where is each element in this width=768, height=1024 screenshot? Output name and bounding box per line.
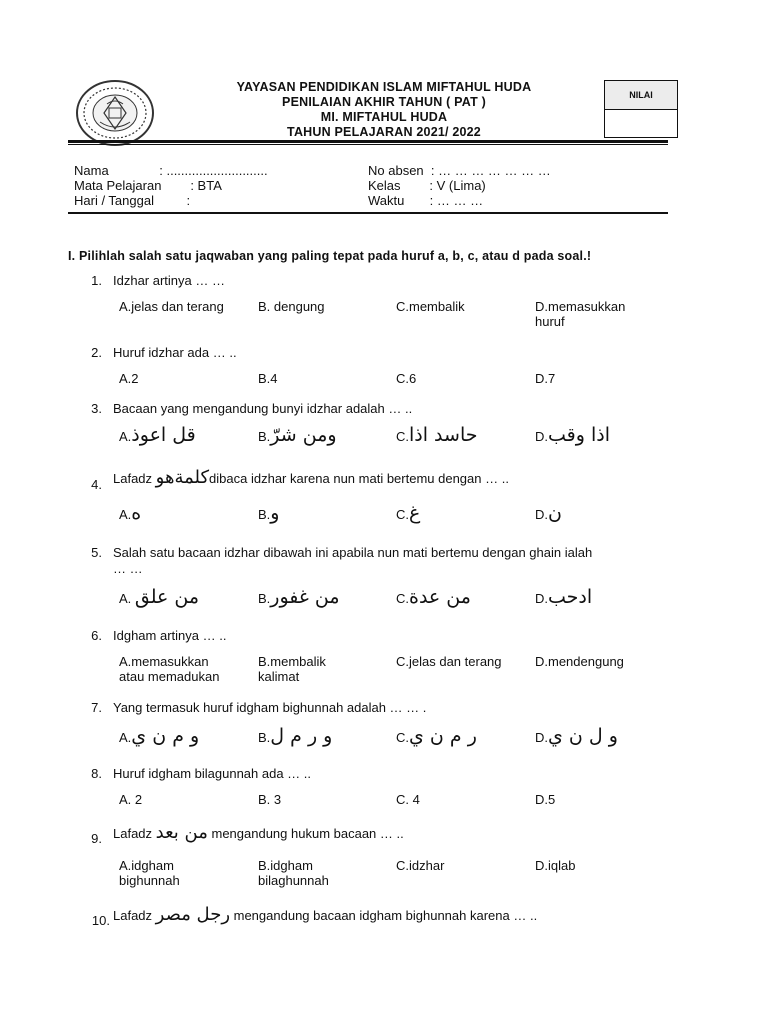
question-text: Lafadz رجل مصر mengandung bacaan idgham bighunnah karena … .. [113, 904, 538, 925]
question-number: 4. [91, 477, 102, 492]
arabic-text: غ [409, 502, 421, 524]
option-d[interactable]: D.mendengung [535, 654, 624, 669]
option-a[interactable]: A.2 [119, 371, 139, 386]
question-number: 3. [91, 401, 102, 416]
option-c[interactable]: C.ر م ن ي [396, 725, 477, 747]
question-text: Idgham artinya … .. [113, 628, 227, 643]
header-divider-thin [68, 144, 668, 145]
arabic-text: رجل مصر [155, 904, 231, 925]
arabic-text: و [270, 502, 280, 524]
option-b[interactable]: B.4 [258, 371, 278, 386]
question-number: 7. [91, 700, 102, 715]
arabic-text: ومن شرّ [270, 424, 337, 446]
option-b[interactable]: B.ومن شرّ [258, 424, 337, 446]
field-kelas: Kelas : V (Lima) [368, 178, 486, 193]
option-b[interactable]: B. dengung [258, 299, 325, 314]
arabic-text: كلمةهو [155, 467, 210, 488]
option-d[interactable]: D.5 [535, 792, 556, 807]
option-a[interactable]: A.ه [119, 502, 142, 524]
field-waktu[interactable]: Waktu : … … … [368, 193, 484, 208]
question-number: 2. [91, 345, 102, 360]
option-c[interactable]: C.حاسد اذا [396, 424, 478, 446]
option-b[interactable]: B.من غفور [258, 586, 340, 608]
arabic-text: حاسد اذا [409, 424, 478, 446]
arabic-text: من عدة [409, 586, 471, 608]
question-text: Lafadz من بعد mengandung hukum bacaan … .. [113, 822, 404, 843]
option-c[interactable]: C.jelas dan terang [396, 654, 502, 669]
option-b[interactable]: B. 3 [258, 792, 282, 807]
field-nama[interactable]: Nama : ............................ [74, 163, 268, 178]
header-school: MI. MIFTAHUL HUDA [320, 110, 448, 124]
info-divider [68, 212, 668, 214]
question-text: Huruf idgham bilagunnah ada … .. [113, 766, 312, 781]
question-number: 9. [91, 831, 102, 846]
arabic-text: من علق [134, 586, 200, 608]
header-foundation: YAYASAN PENDIDIKAN ISLAM MIFTAHUL HUDA [236, 80, 532, 94]
option-c[interactable]: C.غ [396, 502, 421, 524]
score-label: NILAI [605, 81, 677, 110]
question-text: Lafadz كلمةهوdibaca idzhar karena nun mati bertemu dengan … .. [113, 467, 509, 488]
section-title: I. Pilihlah salah satu jaqwaban yang paling tepat pada huruf a, b, c, atau d pada soal.! [68, 249, 592, 263]
option-b[interactable]: B.و ر م ل [258, 725, 333, 747]
question-text: Huruf idzhar ada … .. [113, 345, 237, 360]
option-c[interactable]: C.membalik [396, 299, 465, 314]
arabic-text: و ل ن ي [548, 725, 618, 747]
option-d[interactable]: D.و ل ن ي [535, 725, 618, 747]
option-a[interactable]: A.قل اعوذ [119, 424, 196, 446]
question-text: Bacaan yang mengandung bunyi idzhar adalah … .. [113, 401, 413, 416]
option-b[interactable]: B.idgham bilaghunnah [258, 858, 329, 888]
arabic-text: و ر م ل [270, 725, 333, 747]
option-c[interactable]: C.idzhar [396, 858, 445, 873]
option-d[interactable]: D.ن [535, 502, 562, 524]
option-c[interactable]: C. 4 [396, 792, 420, 807]
score-box [604, 80, 678, 138]
arabic-text: ر م ن ي [409, 725, 477, 747]
arabic-text: و م ن ي [131, 725, 200, 747]
header-divider [68, 140, 668, 143]
option-d[interactable]: D.ادحب [535, 586, 593, 608]
option-a[interactable]: A. من علق [119, 586, 200, 608]
option-b[interactable]: B.و [258, 502, 280, 524]
arabic-text: من بعد [155, 822, 208, 843]
option-d[interactable]: D.iqlab [535, 858, 576, 873]
arabic-text: ن [548, 502, 562, 524]
option-a[interactable]: A.و م ن ي [119, 725, 200, 747]
arabic-text: ه [131, 502, 142, 524]
question-number: 10. [91, 913, 110, 928]
option-d[interactable]: D.اذا وقب [535, 424, 610, 446]
option-d[interactable]: D.7 [535, 371, 556, 386]
header-exam: PENILAIAN AKHIR TAHUN ( PAT ) [282, 95, 486, 109]
question-text: Salah satu bacaan idzhar dibawah ini apabila nun mati bertemu dengan ghain ialah … … [113, 545, 593, 576]
question-number: 8. [91, 766, 102, 781]
option-d[interactable]: D.memasukkan huruf [535, 299, 626, 329]
option-a[interactable]: A. 2 [119, 792, 143, 807]
header-year: TAHUN PELAJARAN 2021/ 2022 [287, 125, 481, 139]
option-c[interactable]: C.6 [396, 371, 417, 386]
field-no-absen[interactable]: No absen : … … … … … … … [368, 163, 551, 178]
option-a[interactable]: A.memasukkan atau memadukan [119, 654, 220, 684]
field-hari-tanggal[interactable]: Hari / Tanggal : [74, 193, 191, 208]
arabic-text: ادحب [548, 586, 593, 608]
arabic-text: قل اعوذ [131, 424, 196, 446]
question-number: 1. [91, 273, 102, 288]
question-number: 5. [91, 545, 102, 560]
option-a[interactable]: A.jelas dan terang [119, 299, 224, 314]
field-mata-pelajaran: Mata Pelajaran : BTA [74, 178, 222, 193]
arabic-text: اذا وقب [548, 424, 610, 446]
option-a[interactable]: A.idgham bighunnah [119, 858, 180, 888]
option-b[interactable]: B.membalik kalimat [258, 654, 326, 684]
option-c[interactable]: C.من عدة [396, 586, 471, 608]
question-text: Idzhar artinya … … [113, 273, 225, 288]
arabic-text: من غفور [270, 586, 340, 608]
question-number: 6. [91, 628, 102, 643]
question-text: Yang termasuk huruf idgham bighunnah adalah … … . [113, 700, 427, 715]
